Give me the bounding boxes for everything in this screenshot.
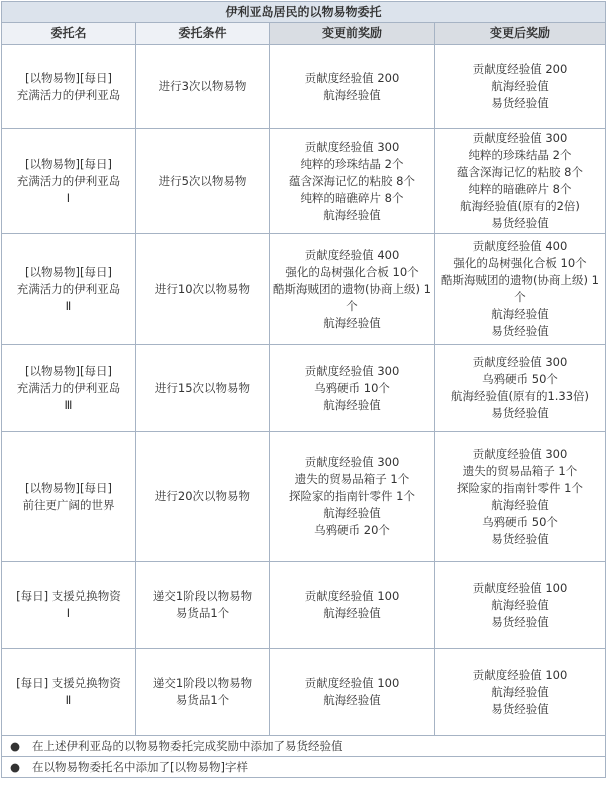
table-title: 伊利亚岛居民的以物易物委托 bbox=[2, 2, 606, 23]
table-row bbox=[2, 129, 606, 234]
table-row bbox=[2, 345, 606, 432]
cell-line: 贡献度经验值 100 bbox=[472, 667, 568, 682]
reward-after-cell bbox=[435, 234, 606, 345]
cell-line: Ⅰ bbox=[66, 606, 71, 620]
cell-line: 贡献度经验值 400 bbox=[472, 239, 568, 253]
table-row bbox=[2, 562, 606, 649]
reward-before-cell bbox=[270, 345, 435, 432]
reward-before-cell bbox=[270, 129, 435, 234]
cell-line: 纯粹的珍珠结晶 2个 bbox=[300, 156, 404, 171]
cell-line: 进行20次以物易物 bbox=[154, 489, 251, 503]
cell-line: [每日] 支援兑换物资 bbox=[16, 589, 121, 603]
cell-line: 前往更广阔的世界 bbox=[22, 497, 115, 512]
cell-line: 航海经验值 bbox=[323, 397, 381, 412]
reward-before-cell bbox=[270, 234, 435, 345]
table-row bbox=[2, 649, 606, 736]
cell-line: 航海经验值 bbox=[491, 597, 549, 612]
quest-name-cell bbox=[2, 649, 136, 736]
cell-line: 易货品1个 bbox=[175, 606, 230, 620]
cell-line: 易货经验值 bbox=[491, 96, 549, 110]
header-reward-before: 变更前奖励 bbox=[270, 23, 435, 45]
cell-line: 酷斯海贼团的遗物(协商上级) 1个 bbox=[273, 281, 431, 313]
cell-line: [以物易物][每日] bbox=[25, 480, 112, 495]
cell-line: 充满活力的伊利亚岛 bbox=[16, 281, 121, 296]
quest-condition-cell bbox=[136, 234, 270, 345]
cell-line: 航海经验值 bbox=[323, 207, 381, 222]
cell-line: [以物易物][每日] bbox=[25, 156, 112, 171]
cell-line: Ⅱ bbox=[65, 298, 72, 313]
cell-line: 充满活力的伊利亚岛 bbox=[16, 380, 121, 395]
table-row bbox=[2, 45, 606, 129]
reward-after-cell bbox=[435, 432, 606, 562]
bullet-icon: ● bbox=[10, 759, 21, 774]
note-row bbox=[2, 757, 606, 778]
cell-line: 递交1阶段以物易物 bbox=[152, 589, 253, 603]
cell-line: 强化的岛树强化合板 10个 bbox=[285, 264, 419, 279]
bullet-icon: ● bbox=[10, 738, 21, 753]
cell-line: 航海经验值 bbox=[491, 307, 549, 321]
cell-line: 遗失的贸易品箱子 1个 bbox=[294, 472, 410, 486]
cell-line: 贡献度经验值 300 bbox=[304, 139, 400, 154]
cell-line: 充满活力的伊利亚岛 bbox=[16, 173, 121, 188]
cell-line: 航海经验值(原有的1.33倍) bbox=[450, 389, 590, 403]
cell-line: 充满活力的伊利亚岛 bbox=[16, 87, 121, 102]
cell-line: Ⅰ bbox=[66, 190, 71, 205]
cell-line: 乌鸦硬币 50个 bbox=[482, 514, 558, 529]
quest-name-cell bbox=[2, 345, 136, 432]
reward-after-cell bbox=[435, 345, 606, 432]
cell-line: 易货经验值 bbox=[491, 324, 549, 338]
cell-line: 易货经验值 bbox=[491, 614, 549, 629]
quest-condition-cell bbox=[136, 129, 270, 234]
cell-line: 蕴含深海记忆的粘胶 8个 bbox=[457, 165, 583, 179]
reward-before-cell bbox=[270, 432, 435, 562]
reward-before-cell bbox=[270, 45, 435, 129]
cell-line: 易货经验值 bbox=[491, 531, 549, 546]
cell-line: 航海经验值 bbox=[323, 506, 381, 520]
cell-line: 贡献度经验值 100 bbox=[304, 676, 400, 690]
cell-line: 贡献度经验值 300 bbox=[304, 455, 400, 469]
note-text: 在上述伊利亚岛的以物易物委托完成奖励中添加了易货经验值 bbox=[32, 738, 343, 753]
cell-line: 进行10次以物易物 bbox=[154, 281, 251, 296]
cell-line: 贡献度经验值 300 bbox=[472, 355, 568, 369]
quest-name-cell bbox=[2, 234, 136, 345]
header-reward-after: 变更后奖励 bbox=[435, 23, 606, 45]
note-text: 在以物易物委托名中添加了[以物易物]字样 bbox=[32, 759, 248, 774]
cell-line: [以物易物][每日] bbox=[25, 264, 112, 279]
cell-line: 乌鸦硬币 20个 bbox=[314, 523, 390, 537]
cell-line: 贡献度经验值 100 bbox=[304, 589, 400, 603]
cell-line: 蕴含深海记忆的粘胶 8个 bbox=[289, 173, 415, 188]
quest-name-cell bbox=[2, 129, 136, 234]
header-quest-name: 委托名 bbox=[2, 23, 136, 45]
cell-line: Ⅱ bbox=[65, 693, 72, 707]
cell-line: 航海经验值 bbox=[491, 497, 549, 512]
quest-condition-cell bbox=[136, 562, 270, 649]
cell-line: Ⅲ bbox=[64, 397, 73, 412]
cell-line: 乌鸦硬币 10个 bbox=[314, 380, 390, 395]
cell-line: 易货经验值 bbox=[491, 701, 549, 716]
cell-line: 递交1阶段以物易物 bbox=[152, 676, 253, 690]
reward-after-cell bbox=[435, 129, 606, 234]
cell-line: 酷斯海贼团的遗物(协商上级) 1个 bbox=[441, 273, 599, 304]
cell-line: 航海经验值 bbox=[491, 684, 549, 699]
table-row bbox=[2, 234, 606, 345]
cell-line: [以物易物][每日] bbox=[25, 70, 112, 85]
reward-before-cell bbox=[270, 649, 435, 736]
cell-line: [每日] 支援兑换物资 bbox=[16, 676, 121, 690]
cell-line: 航海经验值 bbox=[323, 693, 381, 707]
cell-line: 进行3次以物易物 bbox=[158, 79, 247, 93]
barter-quest-table bbox=[1, 1, 606, 778]
reward-after-cell bbox=[435, 649, 606, 736]
cell-line: 航海经验值 bbox=[323, 87, 381, 102]
cell-line: 易货经验值 bbox=[491, 406, 549, 420]
cell-line: 贡献度经验值 200 bbox=[472, 62, 568, 76]
table-row bbox=[2, 432, 606, 562]
reward-after-cell bbox=[435, 562, 606, 649]
quest-condition-cell bbox=[136, 45, 270, 129]
cell-line: 乌鸦硬币 50个 bbox=[482, 372, 558, 386]
cell-line: 纯粹的珍珠结晶 2个 bbox=[468, 148, 572, 162]
cell-line: 易货经验值 bbox=[491, 216, 549, 230]
cell-line: [以物易物][每日] bbox=[25, 363, 112, 378]
quest-condition-cell bbox=[136, 649, 270, 736]
cell-line: 贡献度经验值 300 bbox=[472, 446, 568, 461]
cell-line: 强化的岛树强化合板 10个 bbox=[453, 256, 587, 270]
cell-line: 遗失的贸易品箱子 1个 bbox=[462, 463, 578, 478]
cell-line: 进行5次以物易物 bbox=[158, 173, 247, 188]
quest-name-cell bbox=[2, 432, 136, 562]
cell-line: 贡献度经验值 100 bbox=[472, 580, 568, 595]
quest-condition-cell bbox=[136, 345, 270, 432]
cell-line: 航海经验值 bbox=[323, 606, 381, 620]
header-quest-condition: 委托条件 bbox=[136, 23, 270, 45]
cell-line: 贡献度经验值 300 bbox=[472, 131, 568, 145]
cell-line: 贡献度经验值 300 bbox=[304, 363, 400, 378]
cell-line: 航海经验值 bbox=[491, 79, 549, 93]
cell-line: 易货品1个 bbox=[175, 693, 230, 707]
cell-line: 探险家的指南针零件 1个 bbox=[457, 480, 583, 495]
cell-line: 探险家的指南针零件 1个 bbox=[289, 489, 415, 503]
quest-condition-cell bbox=[136, 432, 270, 562]
cell-line: 纯粹的暗礁碎片 8个 bbox=[300, 190, 404, 205]
cell-line: 贡献度经验值 200 bbox=[304, 70, 400, 85]
reward-before-cell bbox=[270, 562, 435, 649]
reward-after-cell bbox=[435, 45, 606, 129]
quest-name-cell bbox=[2, 45, 136, 129]
cell-line: 航海经验值(原有的2倍) bbox=[460, 199, 580, 213]
cell-line: 贡献度经验值 400 bbox=[304, 247, 400, 262]
cell-line: 纯粹的暗礁碎片 8个 bbox=[468, 182, 572, 196]
cell-line: 航海经验值 bbox=[323, 315, 381, 330]
quest-name-cell bbox=[2, 562, 136, 649]
cell-line: 进行15次以物易物 bbox=[154, 380, 251, 395]
note-row bbox=[2, 736, 606, 757]
